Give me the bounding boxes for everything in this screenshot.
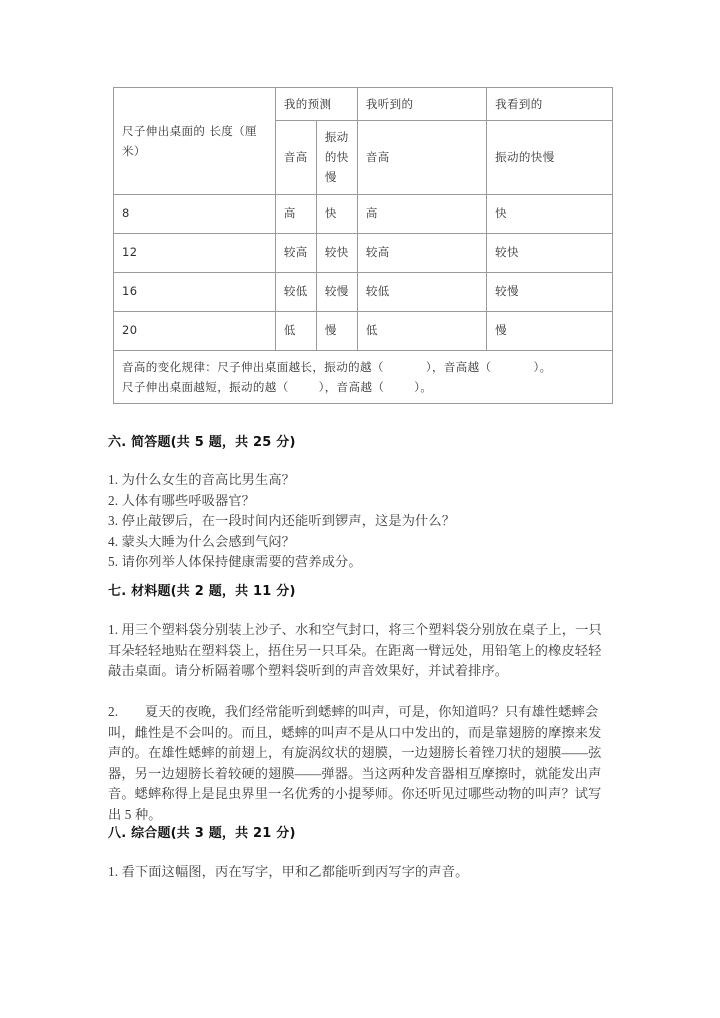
subheader-cell-pitch-heard: 音高 (357, 121, 486, 194)
section-heading-comprehensive: 八. 综合题(共 3 题，共 21 分) (108, 826, 296, 841)
section-heading-material-questions: 七. 材料题(共 2 题，共 11 分) (108, 584, 296, 599)
cell-length: 8 (114, 194, 276, 233)
header-cell-ruler-length: 尺子伸出桌面的 长度（厘米） (114, 88, 276, 195)
summary-line2-part-c: ）。 (414, 379, 433, 394)
cell-seen-vibration: 快 (487, 194, 613, 233)
section-heading-short-answer: 六. 简答题(共 5 题，共 25 分) (108, 435, 296, 450)
summary-line1-part-a: 音高的变化规律：尺子伸出桌面越长，振动的越（ (122, 359, 384, 374)
cell-length: 16 (114, 272, 276, 311)
list-item: 4. 蒙头大睡为什么会感到气闷？ (108, 533, 296, 549)
cell-pred-vibration: 快 (316, 194, 357, 233)
header-cell-my-prediction: 我的预测 (275, 88, 357, 121)
table-summary-row (114, 350, 613, 403)
cell-heard-pitch: 较高 (357, 233, 486, 272)
summary-line2-part-a: 尺子伸出桌面越短，振动的越（ (122, 379, 289, 394)
cell-seen-vibration: 较快 (487, 233, 613, 272)
table-row (114, 272, 613, 311)
summary-line1-part-c: ）。 (533, 359, 552, 374)
subheader-cell-vibration-seen: 振动的快慢 (487, 121, 613, 194)
header-cell-what-i-heard: 我听到的 (357, 88, 486, 121)
section7-item-2 (108, 702, 608, 825)
list-item: 5. 请你列举人体保持健康需要的营养成分。 (108, 554, 362, 569)
cell-pred-vibration: 慢 (316, 311, 357, 350)
cell-pred-vibration: 较慢 (316, 272, 357, 311)
cell-length: 20 (114, 311, 276, 350)
observation-table-container (113, 87, 613, 404)
observation-table (113, 87, 613, 404)
subheader-cell-pitch-pred: 音高 (275, 121, 316, 194)
cell-pred-pitch: 较低 (275, 272, 316, 311)
summary-line2-part-b: ），音高越（ (318, 379, 385, 394)
cell-seen-vibration: 较慢 (487, 272, 613, 311)
cell-length: 12 (114, 233, 276, 272)
cell-pred-pitch: 高 (275, 194, 316, 233)
summary-fill-in-blanks (114, 350, 613, 403)
list-item: 2. 人体有哪些呼吸器官？ (108, 492, 256, 508)
list-item: 1. 为什么女生的音高比男生高？ (108, 472, 296, 487)
header-cell-what-i-saw: 我看到的 (487, 88, 613, 121)
list-item: 3. 停止敲锣后，在一段时间内还能听到锣声，这是为什么？ (108, 513, 456, 528)
subheader-cell-vibration-pred: 振动的快慢 (316, 121, 357, 194)
comprehensive-question-1-text: 1. 看下面这幅图，丙在写字，甲和乙都能听到丙写字的声音。 (108, 864, 469, 879)
table-row (114, 194, 613, 233)
section7-item-1 (108, 620, 608, 682)
cell-heard-pitch: 低 (357, 311, 486, 350)
table-header-row-1 (114, 88, 613, 121)
table-row (114, 311, 613, 350)
cell-pred-pitch: 低 (275, 311, 316, 350)
summary-line1-part-b: ），音高越（ (425, 359, 492, 374)
cell-seen-vibration: 慢 (487, 311, 613, 350)
cell-pred-vibration: 较快 (316, 233, 357, 272)
section8-item-1 (108, 862, 608, 883)
cell-heard-pitch: 高 (357, 194, 486, 233)
material-question-1-text: 1. 用三个塑料袋分别装上沙子、水和空气封口，将三个塑料袋分别放在桌子上，一只耳朵轻轻地贴在塑料袋上，捂住另一只耳朵。在距离一臂远处，用铅笔上的橡皮轻轻敲击桌面。请分析隔着哪个塑料袋听到的声音效果好，并试着排序。 (108, 622, 602, 678)
cell-pred-pitch: 较高 (275, 233, 316, 272)
section6-question-list (108, 470, 608, 573)
table-row (114, 233, 613, 272)
cell-heard-pitch: 较低 (357, 272, 486, 311)
material-question-2-text: 2. 夏天的夜晚，我们经常能听到蟋蟀的叫声，可是，你知道吗？只有雄性蟋蟀会叫，雌性是不会叫的。而且，蟋蟀的叫声不是从口中发出的，而是靠翅膀的摩擦来发声的。在雄性蟋蟀的前翅上，有旋涡纹状的翅膜，一边翅膀长着锉刀状的翅膜——弦器，另一边翅膀长着较硬的翅膜——弹器。当这两种发音器相互摩擦时，就能发出声音。蟋蟀称得上是昆虫界里一名优秀的小提琴师。你还听见过哪些动物的叫声？试写出 5 种。 (108, 704, 602, 822)
